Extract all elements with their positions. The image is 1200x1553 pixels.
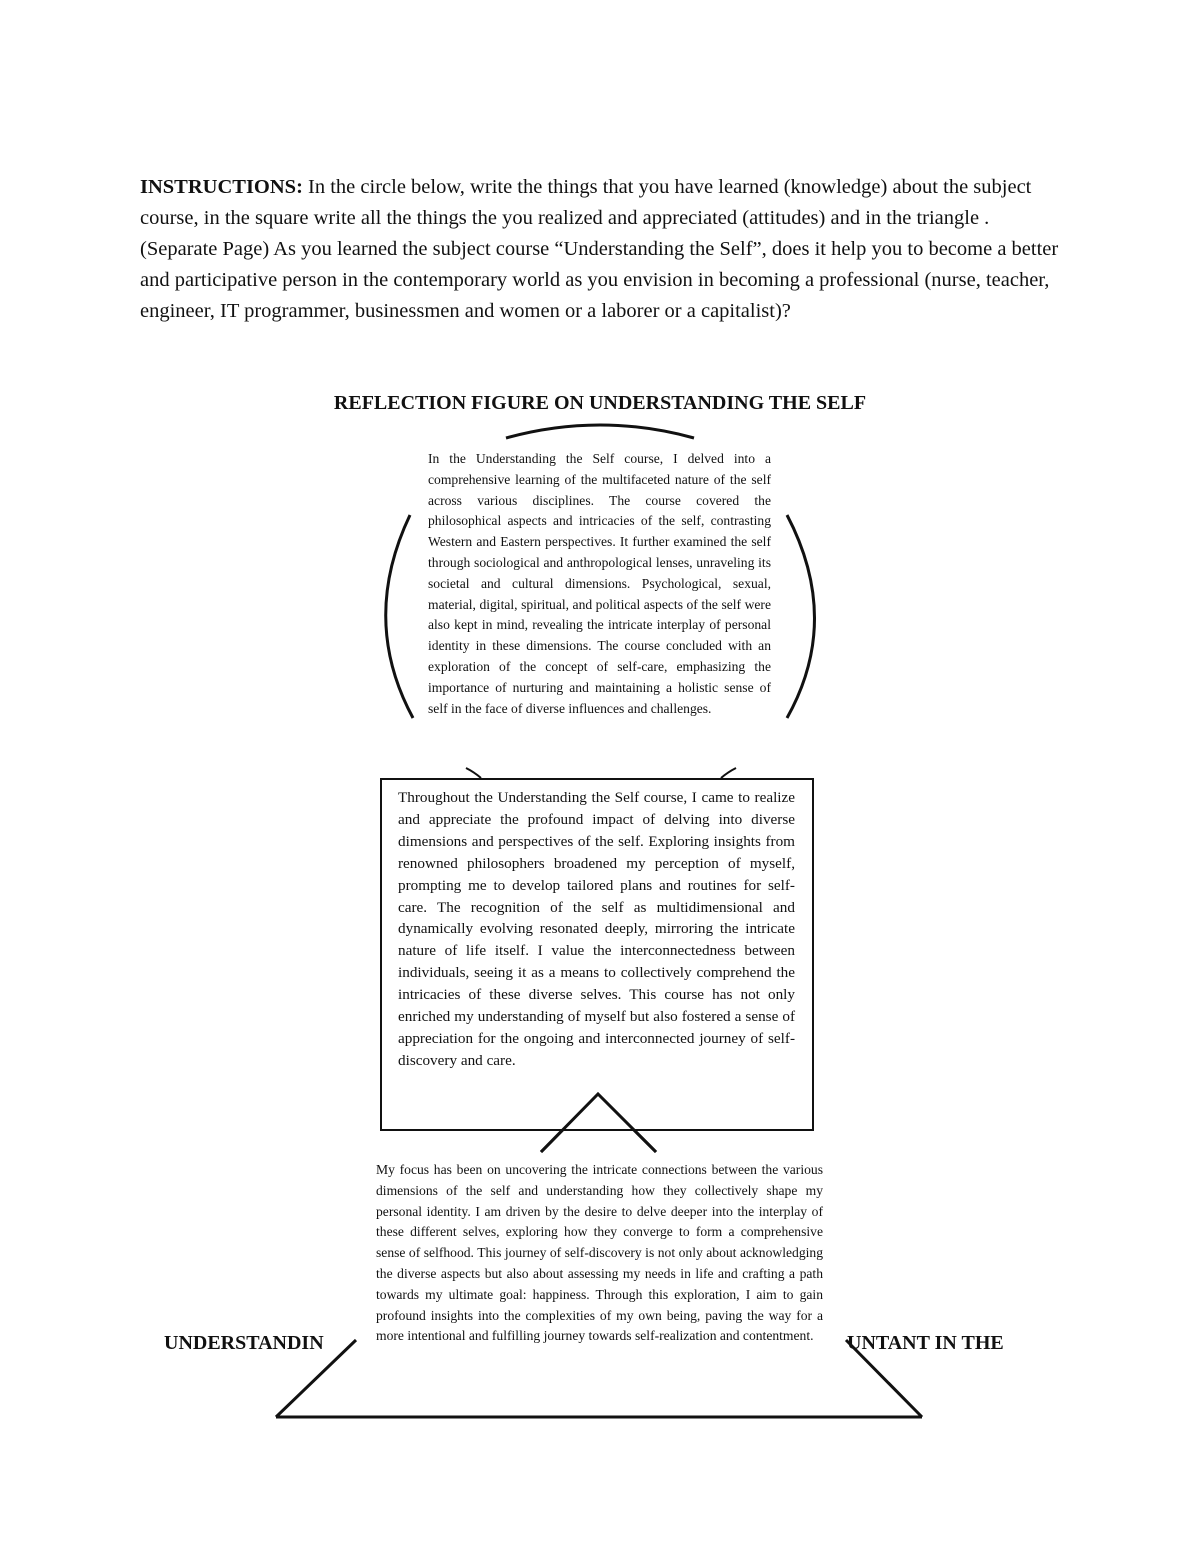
- bottom-left-heading-fragment: UNDERSTANDIN: [164, 1332, 324, 1354]
- instructions-text: In the circle below, write the things that you have learned (knowledge) about the subject course, in the square write all the things the you realized and appreciated (attitudes) and in the triangle . (Separate Page) As you learned the subject course “Understanding the Self”, does it help you to become a better and participative person in the contemporary world as you envision in becoming a professional (nurse, teacher, engineer, IT programmer, businessmen and women or a laborer or a capitalist)?: [140, 176, 1059, 322]
- circle-knowledge-text: In the Understanding the Self course, I delved into a comprehensive learning of the multifaceted nature of the self across various disciplines. The course covered the philosophical aspects and intricacies of the self, contrasting Western and Eastern perspectives. It further examined the self through sociological and anthropological lenses, unraveling its societal and cultural dimensions. Psychological, sexual, material, digital, spiritual, and political aspects of the self were also kept in mind, revealing the intricate interplay of personal identity in these dimensions. The course concluded with an exploration of the concept of self-care, emphasizing the importance of nurturing and maintaining a holistic sense of self in the face of diverse influences and challenges.: [428, 451, 771, 716]
- bottom-right-heading-fragment: UNTANT IN THE: [847, 1332, 1004, 1354]
- figure-title: REFLECTION FIGURE ON UNDERSTANDING THE SELF: [333, 392, 867, 414]
- triangle-aspirations-text: My focus has been on uncovering the intricate connections between the various dimensions of the self and understanding how they collectively shape my personal identity. I am driven by the desire to delve deeper into the interplay of these different selves, exploring how they converge to form a comprehensive sense of selfhood. This journey of self-discovery is not only about acknowledging the diverse aspects but also about assessing my needs in life and crafting a path towards my ultimate goal: happiness. Through this exploration, I aim to gain profound insights into the complexities of my own being, paving the way for a more intentional and fulfilling journey towards self-realization and contentment.: [376, 1160, 823, 1347]
- instructions-label: INSTRUCTIONS:: [140, 176, 303, 198]
- square-attitudes-text: Throughout the Understanding the Self course, I came to realize and appreciate the profound impact of delving into diverse dimensions and perspectives of the self. Exploring insights from renowned philosophers broadened my perception of myself, prompting me to develop tailored plans and routines for self-care. The recognition of the self as multidimensional and dynamically evolving resonated deeply, mirroring the intricate nature of life itself. I value the interconnectedness between individuals, seeing it as a means to collectively comprehend the intricacies of these diverse selves. This course has not only enriched my understanding of myself but also fostered a sense of appreciation for the ongoing and interconnected journey of self-discovery and care.: [398, 789, 795, 1069]
